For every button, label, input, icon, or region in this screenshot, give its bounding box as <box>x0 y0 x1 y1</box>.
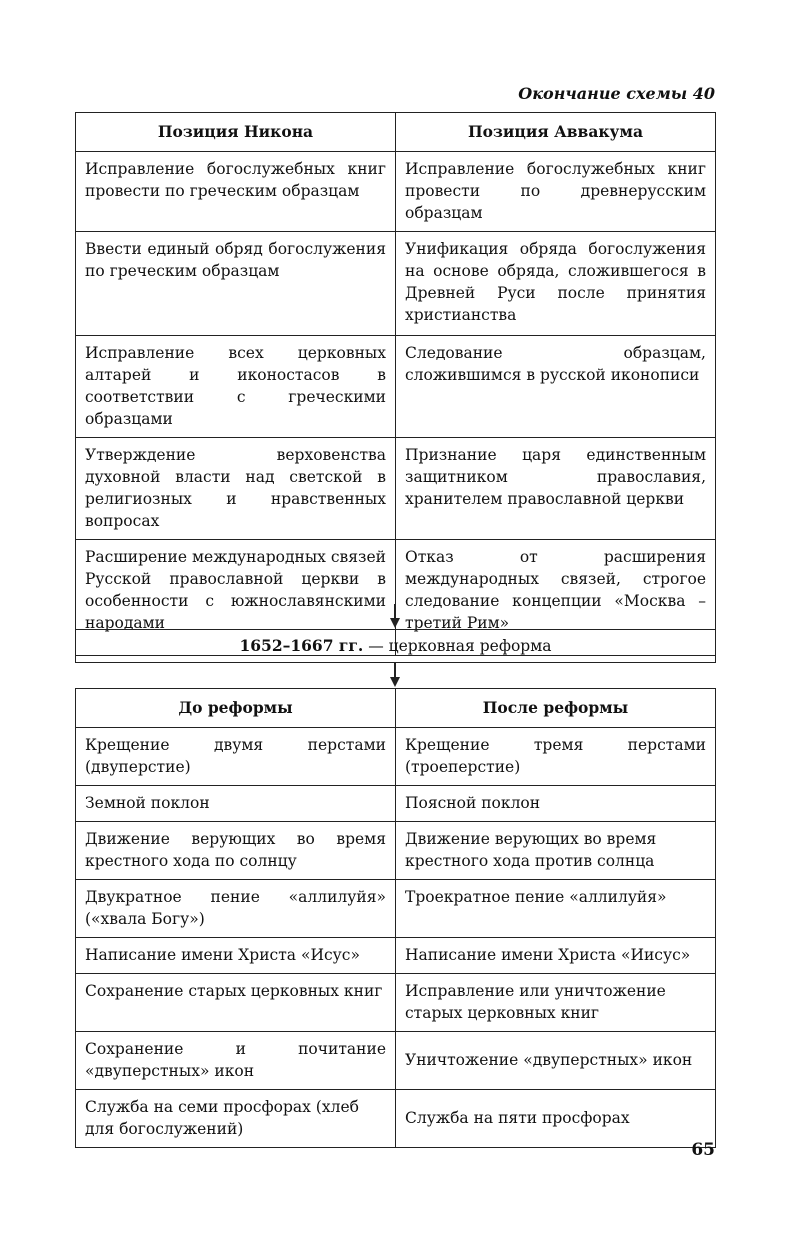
after-cell: Троекратное пение «аллилуйя» <box>396 880 716 938</box>
before-cell: Двукратное пение «аллилуйя» («хвала Богу») <box>76 880 396 938</box>
after-cell: Поясной поклон <box>396 786 716 822</box>
before-cell: Земной поклон <box>76 786 396 822</box>
after-cell: Уничтожение «двуперстных» икон <box>396 1032 716 1090</box>
before-cell: Движение верующих во время крестного хода по солнцу <box>76 822 396 880</box>
nikon-cell: Исправление всех церковных алтарей и иконостасов в соответствии с греческими образцами <box>76 336 396 438</box>
header-after-reform: После реформы <box>396 689 716 728</box>
table-row <box>76 336 716 438</box>
nikon-cell: Расширение международных связей Русской православной церкви в особенности с южнославянскими народами <box>76 540 396 656</box>
table-row <box>76 1090 716 1148</box>
after-cell: Написание имени Христа «Иисус» <box>396 938 716 974</box>
table-row <box>76 1032 716 1090</box>
avvakum-cell: Исправление богослужебных книг провести по древнерусским образцам <box>396 152 716 232</box>
avvakum-cell: Отказ от расширения международных связей, строгое следование концепции «Москва – третий Рим» <box>396 540 716 656</box>
scheme-note: Окончание схемы 40 <box>518 84 715 103</box>
table-row <box>76 152 716 232</box>
nikon-cell: Утверждение верховенства духовной власти над светской в религиозных и нравственных вопросах <box>76 438 396 540</box>
avvakum-cell: Признание царя единственным защитником православия, хранителем православной церкви <box>396 438 716 540</box>
table-row <box>76 822 716 880</box>
table-row <box>76 938 716 974</box>
table-row <box>76 438 716 540</box>
positions-table <box>75 112 716 656</box>
avvakum-cell: Унификация обряда богослужения на основе обряда, сложившегося в Древней Руси после принятия христианства <box>396 232 716 336</box>
header-nikon: Позиция Никона <box>76 113 396 152</box>
reform-comparison-table <box>75 688 716 1148</box>
header-before-reform: До реформы <box>76 689 396 728</box>
table-header-row <box>76 689 716 728</box>
page-number: 65 <box>691 1140 715 1160</box>
church-reform-box <box>75 629 716 663</box>
table-row <box>76 974 716 1032</box>
before-cell: Сохранение старых церковных книг <box>76 974 396 1032</box>
reform-label: — церковная реформа <box>363 637 552 655</box>
after-cell: Служба на пяти просфорах <box>396 1090 716 1148</box>
reform-years: 1652–1667 гг. <box>239 636 364 655</box>
after-cell: Исправление или уничтожение старых церковных книг <box>396 974 716 1032</box>
after-cell: Крещение тремя перстами (троеперстие) <box>396 728 716 786</box>
table-row <box>76 728 716 786</box>
before-cell: Крещение двумя перстами (двуперстие) <box>76 728 396 786</box>
after-cell: Движение верующих во время крестного хода против солнца <box>396 822 716 880</box>
avvakum-cell: Следование образцам, сложившимся в русской иконописи <box>396 336 716 438</box>
before-cell: Служба на семи просфорах (хлеб для богослужений) <box>76 1090 396 1148</box>
table-row <box>76 880 716 938</box>
table-row <box>76 786 716 822</box>
before-cell: Сохранение и почитание «двуперстных» икон <box>76 1032 396 1090</box>
nikon-cell: Ввести единый обряд богослужения по греческим образцам <box>76 232 396 336</box>
table-header-row <box>76 113 716 152</box>
header-avvakum: Позиция Аввакума <box>396 113 716 152</box>
table-row <box>76 232 716 336</box>
before-cell: Написание имени Христа «Исус» <box>76 938 396 974</box>
nikon-cell: Исправление богослужебных книг провести по греческим образцам <box>76 152 396 232</box>
